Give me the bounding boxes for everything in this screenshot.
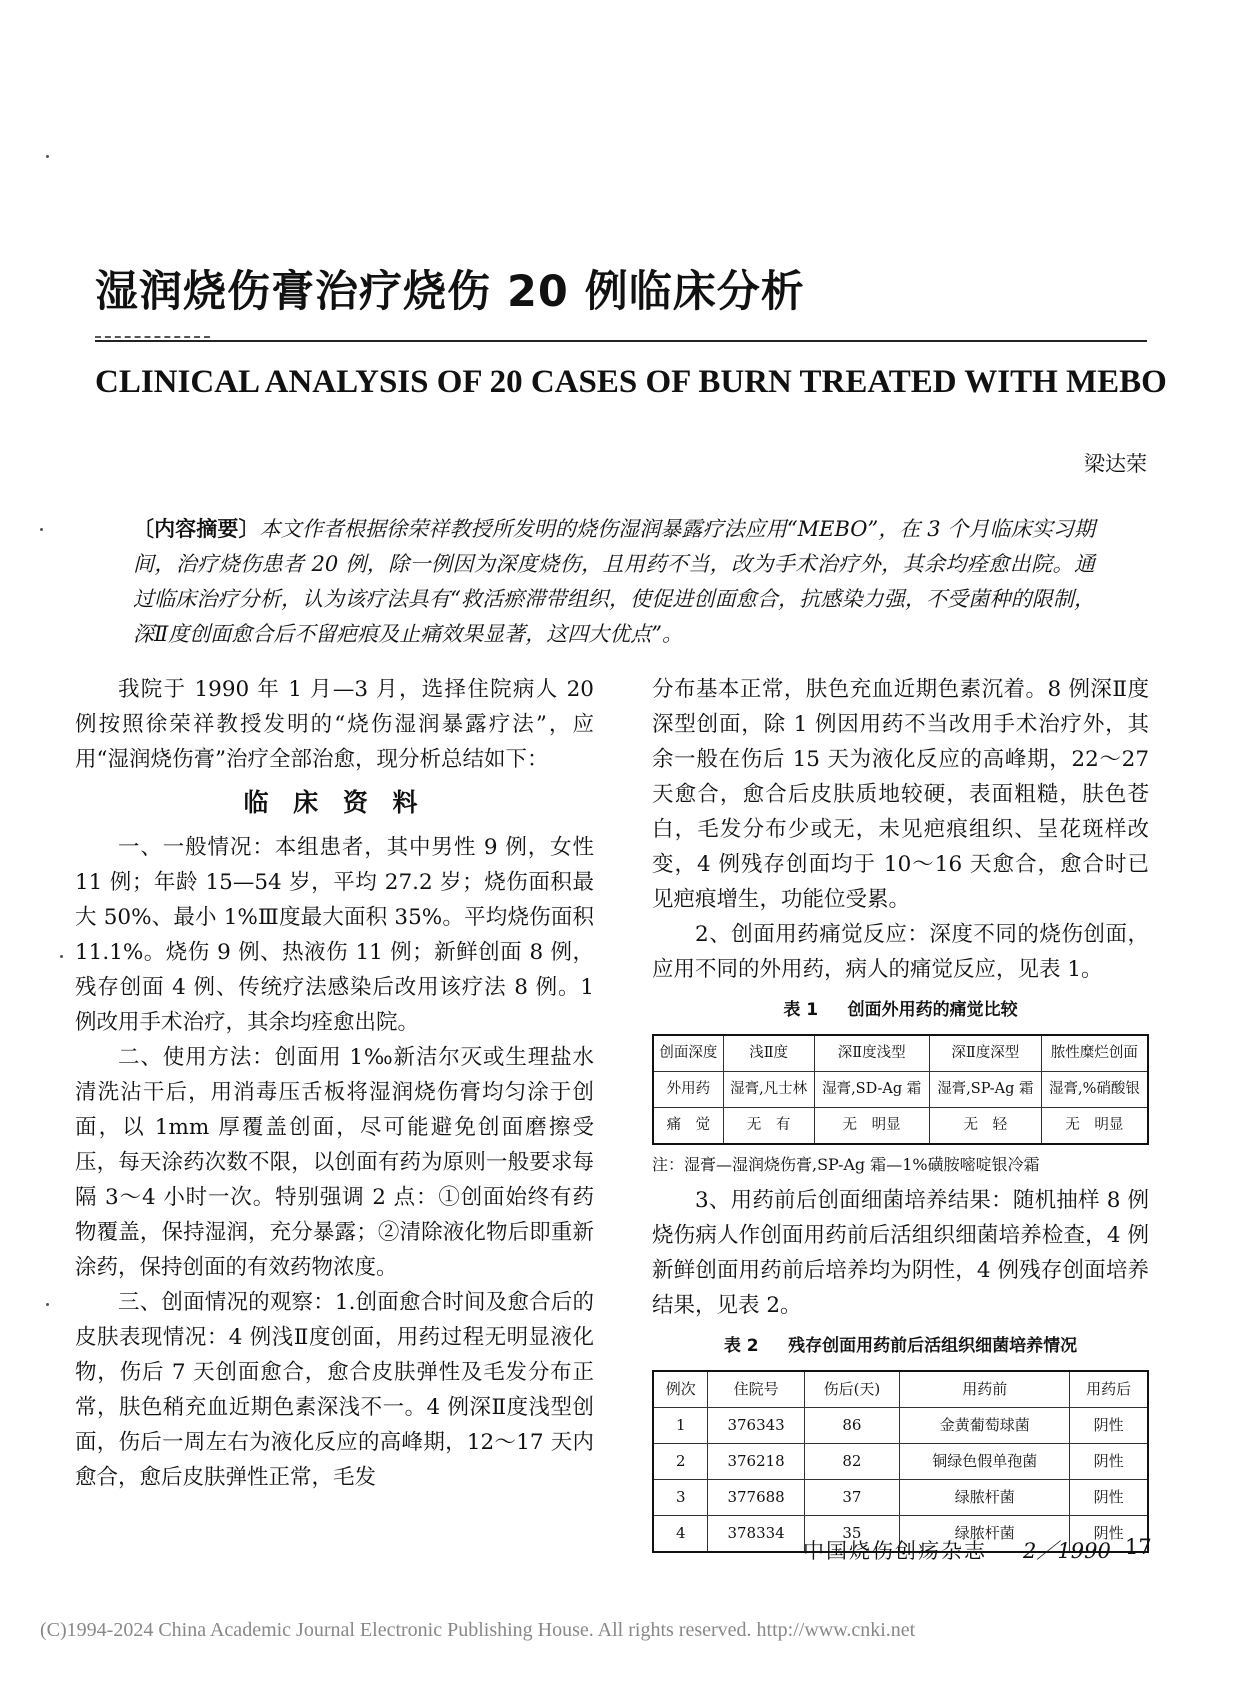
method-paragraph: 二、使用方法：创面用 1‰新洁尔灭或生理盐水清洗沾干后，用消毒压舌板将湿润烧伤膏均匀涂于创面，以 1mm 厚覆盖创面，尽可能避免创面磨擦受压，每天涂药次数不限，以创面有药为原则一般要求每隔 3～4 小时一次。特别强调 2 点：①创面始终有药物覆盖，保持湿润，充分暴露；②清除液化物后即重新涂药，保持创面的有效药物浓度。 [75, 1045, 594, 1280]
table-cell: 湿膏,凡士林 [723, 1072, 814, 1108]
abstract-label: 〔内容摘要〕 [133, 516, 260, 541]
observation-paragraph: 三、创面情况的观察：1.创面愈合时间及愈合后的皮肤表现情况：4 例浅Ⅱ度创面，用药过程无明显液化物，伤后 7 天创面愈合，愈合皮肤弹性及毛发分布正常，肤色稍充血近期色素深浅不一。4 例深Ⅱ度浅型创面，伤后一周左右为液化反应的高峰期，12～17 天内愈合，愈后皮肤弹性正常，毛发 [75, 1290, 594, 1490]
footer-journal-name: 中国烧伤创疡杂志 [803, 1539, 987, 1563]
table-header-cell: 例次 [653, 1371, 708, 1408]
table-cell: 无 明显 [1041, 1108, 1148, 1145]
table-cell: 创面深度 [653, 1035, 723, 1072]
table-cell: 无 明显 [814, 1108, 929, 1145]
table-cell: 湿膏,SP-Ag 霜 [929, 1072, 1041, 1108]
table-cell: 无 有 [723, 1108, 814, 1145]
table-cell: 377688 [708, 1480, 804, 1516]
table-header-cell: 伤后(天) [804, 1371, 899, 1408]
page-number: 17 [1125, 1535, 1152, 1559]
right-column [652, 672, 1149, 1553]
table-cell: 376343 [708, 1408, 804, 1444]
footer-issue: 2／1990 [1023, 1539, 1111, 1563]
article-title-english: CLINICAL ANALYSIS OF 20 CASES OF BURN TREATED WITH MEBO [95, 364, 1167, 400]
table-cell: 阴性 [1070, 1444, 1148, 1480]
title-dashed-rule [95, 336, 210, 338]
bacteria-culture-paragraph: 3、用药前后创面细菌培养结果：随机抽样 8 例烧伤病人作创面用药前后活组织细菌培养检查，4 例新鲜创面用药前后培养均为阴性，4 例残存创面培养结果，见表 2。 [652, 1188, 1149, 1318]
table-cell: 82 [804, 1444, 899, 1480]
table-cell: 铜绿色假单孢菌 [900, 1444, 1070, 1480]
table-cell: 4 [653, 1516, 708, 1553]
scan-speck [60, 955, 63, 958]
table-cell: 阴性 [1070, 1516, 1148, 1553]
table-cell: 1 [653, 1408, 708, 1444]
table2 [652, 1370, 1149, 1553]
table-cell: 86 [804, 1408, 899, 1444]
table-header-row [653, 1371, 1148, 1408]
table-cell: 外用药 [653, 1072, 723, 1108]
table-header-cell: 用药后 [1070, 1371, 1148, 1408]
table-cell: 阴性 [1070, 1480, 1148, 1516]
table-cell: 绿脓杆菌 [900, 1480, 1070, 1516]
table-cell: 378334 [708, 1516, 804, 1553]
abstract [133, 511, 1095, 652]
table-cell: 无 轻 [929, 1108, 1041, 1145]
table1-caption: 表 1 创面外用药的痛觉比较 [783, 1000, 1018, 1020]
left-column [75, 672, 594, 1495]
table-cell: 金黄葡萄球菌 [900, 1408, 1070, 1444]
scan-speck [40, 528, 43, 531]
table-cell: 痛 觉 [653, 1108, 723, 1145]
table-cell: 脓性糜烂创面 [1041, 1035, 1148, 1072]
table-header-cell: 住院号 [708, 1371, 804, 1408]
table-cell: 浅Ⅱ度 [723, 1035, 814, 1072]
copyright-notice: (C)1994-2024 China Academic Journal Electronic Publishing House. All rights reserved. http://www.cnki.net [40, 1619, 916, 1641]
table-cell: 绿脓杆菌 [900, 1516, 1070, 1553]
intro-paragraph: 我院于 1990 年 1 月—3 月，选择住院病人 20 例按照徐荣祥教授发明的“烧伤湿润暴露疗法”，应用“湿润烧伤膏”治疗全部治愈，现分析总结如下： [75, 677, 594, 772]
table-cell: 深Ⅱ度深型 [929, 1035, 1041, 1072]
table2-caption: 表 2 残存创面用药前后活组织细菌培养情况 [723, 1336, 1078, 1356]
table-row [653, 1035, 1148, 1072]
table-cell: 阴性 [1070, 1408, 1148, 1444]
pain-response-paragraph: 2、创面用药痛觉反应：深度不同的烧伤创面，应用不同的外用药，病人的痛觉反应，见表 1。 [652, 922, 1149, 982]
table-cell: 湿膏,%硝酸银 [1041, 1072, 1148, 1108]
table-header-cell: 用药前 [900, 1371, 1070, 1408]
author-name: 梁达荣 [1084, 452, 1147, 476]
continued-paragraph: 分布基本正常，肤色充血近期色素沉着。8 例深Ⅱ度深型创面，除 1 例因用药不当改用手术治疗外，其余一般在伤后 15 天为液化反应的高峰期，22～27 天愈合，愈合后皮肤质地较硬，表面粗糙，肤色苍白，毛发分布少或无，未见疤痕组织、呈花斑样改变，4 例残存创面均于 10～16 天愈合，愈合时已见疤痕增生，功能位受累。 [652, 677, 1149, 912]
scan-speck [46, 1303, 49, 1306]
scan-speck [46, 155, 49, 158]
table-row [653, 1072, 1148, 1108]
table1 [652, 1034, 1149, 1145]
table-cell: 376218 [708, 1444, 804, 1480]
table1-note: 注：湿膏—湿润烧伤膏,SP-Ag 霜—1%磺胺嘧啶银冷霜 [652, 1155, 1040, 1174]
table-row [653, 1108, 1148, 1145]
table-row [653, 1408, 1148, 1444]
table-cell: 3 [653, 1480, 708, 1516]
table-cell: 35 [804, 1516, 899, 1553]
table-cell: 湿膏,SD-Ag 霜 [814, 1072, 929, 1108]
article-title-chinese: 湿润烧伤膏治疗烧伤 20 例临床分析 [95, 267, 805, 317]
table-cell: 深Ⅱ度浅型 [814, 1035, 929, 1072]
abstract-text: 本文作者根据徐荣祥教授所发明的烧伤湿润暴露疗法应用“MEBO”，在 3 个月临床实习期间，治疗烧伤患者 20 例，除一例因为深度烧伤，且用药不当，改为手术治疗外，其余均痊愈出院。通过临床治疗分析，认为该疗法具有“救活瘀滞带组织，使促进创面愈合，抗感染力强，不受菌种的限制，深Ⅱ度创面愈合后不留疤痕及止痛效果显著，这四大优点”。 [133, 517, 1095, 646]
table-row [653, 1480, 1148, 1516]
title-rule [95, 340, 1147, 342]
table-cell: 37 [804, 1480, 899, 1516]
section-heading: 临 床 资 料 [243, 788, 426, 817]
general-info-paragraph: 一、一般情况：本组患者，其中男性 9 例，女性 11 例；年龄 15—54 岁，平均 27.2 岁；烧伤面积最大 50%、最小 1%Ⅲ度最大面积 35%。平均烧伤面积 11.1%。烧伤 9 例、热液伤 11 例；新鲜创面 8 例，残存创面 4 例、传统疗法感染后改用该疗法 8 例。1 例改用手术治疗，其余均痊愈出院。 [75, 835, 594, 1035]
table-row [653, 1444, 1148, 1480]
table-cell: 2 [653, 1444, 708, 1480]
